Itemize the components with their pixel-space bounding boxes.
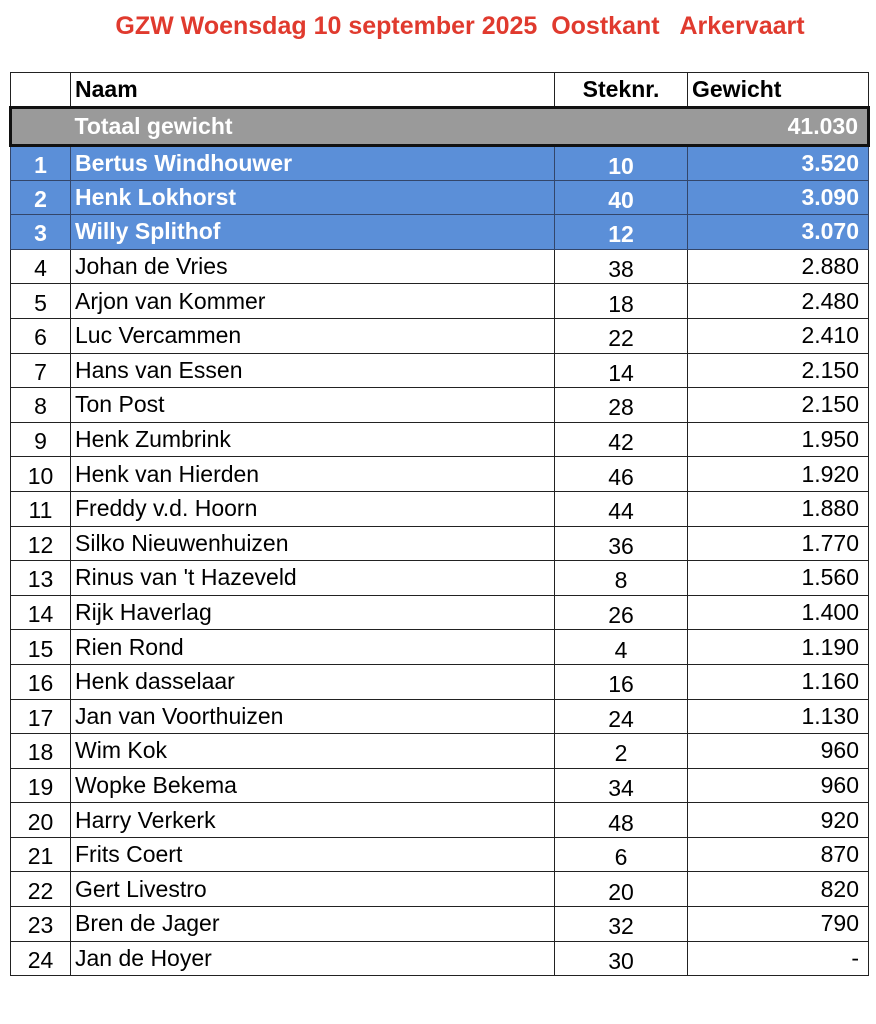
rank-cell: 4 bbox=[11, 249, 71, 284]
stek-cell: 38 bbox=[555, 249, 688, 284]
stek-cell: 14 bbox=[555, 353, 688, 388]
weight-cell: 2.480 bbox=[688, 284, 869, 319]
name-cell: Johan de Vries bbox=[71, 249, 555, 284]
rank-cell: 1 bbox=[11, 145, 71, 180]
name-cell: Rijk Haverlag bbox=[71, 595, 555, 630]
name-cell: Harry Verkerk bbox=[71, 803, 555, 838]
name-cell: Henk Zumbrink bbox=[71, 422, 555, 457]
rank-cell: 9 bbox=[11, 422, 71, 457]
rank-cell: 14 bbox=[11, 595, 71, 630]
header-row bbox=[11, 73, 869, 108]
rank-cell: 18 bbox=[11, 734, 71, 769]
rank-cell: 6 bbox=[11, 318, 71, 353]
weight-cell: 2.150 bbox=[688, 388, 869, 423]
weight-cell: 1.880 bbox=[688, 491, 869, 526]
name-cell: Jan de Hoyer bbox=[71, 941, 555, 976]
rank-cell: 16 bbox=[11, 664, 71, 699]
stek-cell: 20 bbox=[555, 872, 688, 907]
weight-cell: 3.090 bbox=[688, 180, 869, 215]
stek-cell: 46 bbox=[555, 457, 688, 492]
table-row bbox=[11, 734, 869, 769]
weight-cell: 960 bbox=[688, 768, 869, 803]
header-name: Naam bbox=[71, 73, 555, 108]
header-weight: Gewicht bbox=[688, 73, 869, 108]
name-cell: Luc Vercammen bbox=[71, 318, 555, 353]
stek-cell: 42 bbox=[555, 422, 688, 457]
table-row bbox=[11, 180, 869, 215]
weight-cell: 1.920 bbox=[688, 457, 869, 492]
table-row bbox=[11, 941, 869, 976]
name-cell: Ton Post bbox=[71, 388, 555, 423]
rank-cell: 7 bbox=[11, 353, 71, 388]
table-row bbox=[11, 353, 869, 388]
table-row bbox=[11, 215, 869, 250]
table-row bbox=[11, 318, 869, 353]
table-row bbox=[11, 526, 869, 561]
name-cell: Henk van Hierden bbox=[71, 457, 555, 492]
rank-cell: 8 bbox=[11, 388, 71, 423]
rank-cell: 10 bbox=[11, 457, 71, 492]
name-cell: Frits Coert bbox=[71, 837, 555, 872]
weight-cell: 1.160 bbox=[688, 664, 869, 699]
name-cell: Bertus Windhouwer bbox=[71, 145, 555, 180]
stek-cell: 22 bbox=[555, 318, 688, 353]
rank-cell: 13 bbox=[11, 561, 71, 596]
table-row bbox=[11, 630, 869, 665]
weight-cell: 820 bbox=[688, 872, 869, 907]
page-title: GZW Woensdag 10 september 2025 Oostkant Arkervaart bbox=[115, 12, 805, 40]
stek-cell: 2 bbox=[555, 734, 688, 769]
total-value: 41.030 bbox=[688, 107, 869, 145]
results-table bbox=[9, 72, 870, 976]
weight-cell: 790 bbox=[688, 907, 869, 942]
table-row bbox=[11, 907, 869, 942]
stek-cell: 26 bbox=[555, 595, 688, 630]
weight-cell: - bbox=[688, 941, 869, 976]
weight-cell: 1.130 bbox=[688, 699, 869, 734]
stek-cell: 6 bbox=[555, 837, 688, 872]
stek-cell: 48 bbox=[555, 803, 688, 838]
table-row bbox=[11, 457, 869, 492]
name-cell: Rien Rond bbox=[71, 630, 555, 665]
total-label: Totaal gewicht bbox=[71, 107, 688, 145]
rank-cell: 21 bbox=[11, 837, 71, 872]
name-cell: Hans van Essen bbox=[71, 353, 555, 388]
stek-cell: 28 bbox=[555, 388, 688, 423]
total-spacer bbox=[11, 107, 71, 145]
stek-cell: 36 bbox=[555, 526, 688, 561]
name-cell: Wopke Bekema bbox=[71, 768, 555, 803]
name-cell: Rinus van 't Hazeveld bbox=[71, 561, 555, 596]
rank-cell: 20 bbox=[11, 803, 71, 838]
weight-cell: 2.880 bbox=[688, 249, 869, 284]
table-row bbox=[11, 872, 869, 907]
stek-cell: 34 bbox=[555, 768, 688, 803]
table-row bbox=[11, 595, 869, 630]
weight-cell: 920 bbox=[688, 803, 869, 838]
weight-cell: 1.950 bbox=[688, 422, 869, 457]
weight-cell: 3.520 bbox=[688, 145, 869, 180]
stek-cell: 44 bbox=[555, 491, 688, 526]
stek-cell: 24 bbox=[555, 699, 688, 734]
rank-cell: 12 bbox=[11, 526, 71, 561]
name-cell: Bren de Jager bbox=[71, 907, 555, 942]
weight-cell: 3.070 bbox=[688, 215, 869, 250]
stek-cell: 8 bbox=[555, 561, 688, 596]
name-cell: Silko Nieuwenhuizen bbox=[71, 526, 555, 561]
stek-cell: 16 bbox=[555, 664, 688, 699]
table-row bbox=[11, 561, 869, 596]
rank-cell: 5 bbox=[11, 284, 71, 319]
header-rank bbox=[11, 73, 71, 108]
weight-cell: 1.190 bbox=[688, 630, 869, 665]
weight-cell: 870 bbox=[688, 837, 869, 872]
rank-cell: 3 bbox=[11, 215, 71, 250]
rank-cell: 2 bbox=[11, 180, 71, 215]
table-row bbox=[11, 284, 869, 319]
table-row bbox=[11, 388, 869, 423]
stek-cell: 32 bbox=[555, 907, 688, 942]
stek-cell: 18 bbox=[555, 284, 688, 319]
table-row bbox=[11, 145, 869, 180]
table-row bbox=[11, 837, 869, 872]
name-cell: Henk dasselaar bbox=[71, 664, 555, 699]
stek-cell: 12 bbox=[555, 215, 688, 250]
name-cell: Jan van Voorthuizen bbox=[71, 699, 555, 734]
table-row bbox=[11, 699, 869, 734]
table-row bbox=[11, 422, 869, 457]
weight-cell: 2.150 bbox=[688, 353, 869, 388]
rank-cell: 19 bbox=[11, 768, 71, 803]
header-stek: Steknr. bbox=[555, 73, 688, 108]
stek-cell: 30 bbox=[555, 941, 688, 976]
rank-cell: 23 bbox=[11, 907, 71, 942]
weight-cell: 2.410 bbox=[688, 318, 869, 353]
table-row bbox=[11, 491, 869, 526]
stek-cell: 4 bbox=[555, 630, 688, 665]
name-cell: Henk Lokhorst bbox=[71, 180, 555, 215]
table-row bbox=[11, 768, 869, 803]
name-cell: Arjon van Kommer bbox=[71, 284, 555, 319]
table-row bbox=[11, 803, 869, 838]
rank-cell: 15 bbox=[11, 630, 71, 665]
table-row bbox=[11, 249, 869, 284]
total-row bbox=[11, 107, 869, 145]
weight-cell: 960 bbox=[688, 734, 869, 769]
name-cell: Freddy v.d. Hoorn bbox=[71, 491, 555, 526]
stek-cell: 40 bbox=[555, 180, 688, 215]
stek-cell: 10 bbox=[555, 145, 688, 180]
rank-cell: 22 bbox=[11, 872, 71, 907]
table-row bbox=[11, 664, 869, 699]
name-cell: Willy Splithof bbox=[71, 215, 555, 250]
rank-cell: 24 bbox=[11, 941, 71, 976]
name-cell: Gert Livestro bbox=[71, 872, 555, 907]
rank-cell: 17 bbox=[11, 699, 71, 734]
weight-cell: 1.770 bbox=[688, 526, 869, 561]
name-cell: Wim Kok bbox=[71, 734, 555, 769]
weight-cell: 1.560 bbox=[688, 561, 869, 596]
weight-cell: 1.400 bbox=[688, 595, 869, 630]
rank-cell: 11 bbox=[11, 491, 71, 526]
